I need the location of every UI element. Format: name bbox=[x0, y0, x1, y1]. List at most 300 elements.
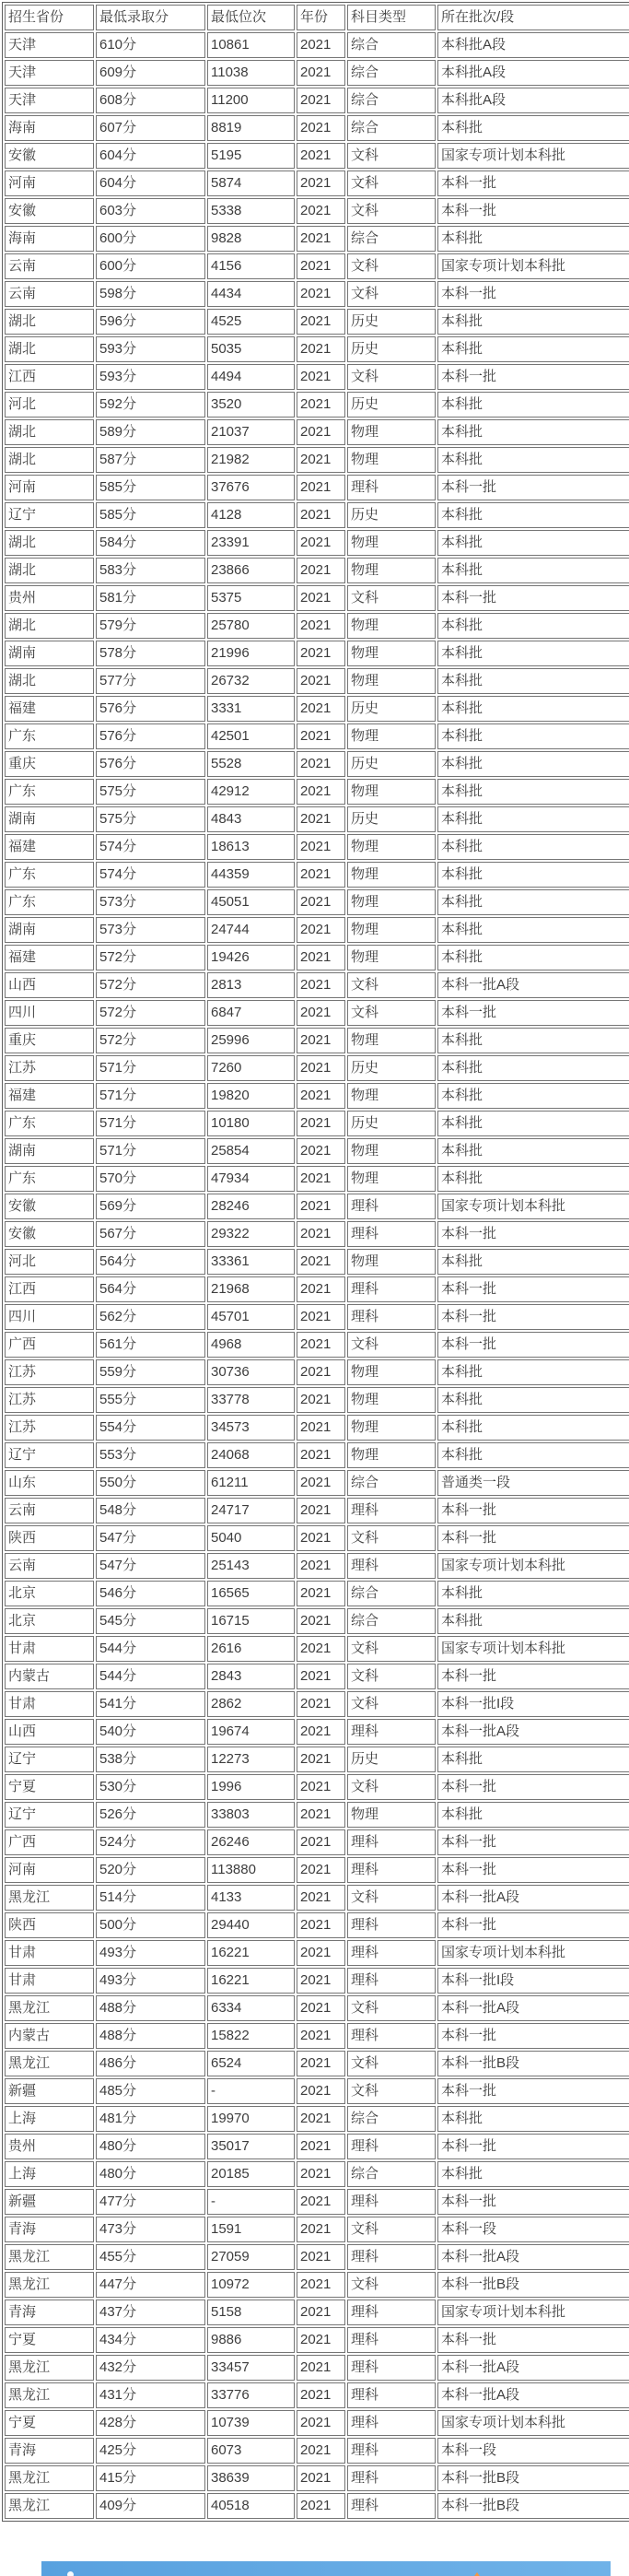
table-row bbox=[5, 1829, 629, 1855]
table-cell: 589分 bbox=[96, 419, 205, 445]
table-cell: 广东 bbox=[5, 723, 94, 749]
table-cell: 山西 bbox=[5, 972, 94, 998]
table-cell: 567分 bbox=[96, 1221, 205, 1247]
table-cell: 4968 bbox=[207, 1332, 295, 1358]
table-cell: 本科一段 bbox=[437, 2438, 629, 2464]
table-cell: 29322 bbox=[207, 1221, 295, 1247]
table-cell: 广西 bbox=[5, 1829, 94, 1855]
table-cell: 33361 bbox=[207, 1249, 295, 1275]
table-cell: 天津 bbox=[5, 88, 94, 113]
page bbox=[0, 2, 629, 2576]
table-cell: 477分 bbox=[96, 2189, 205, 2215]
table-cell: 2021 bbox=[297, 806, 345, 832]
table-cell: 530分 bbox=[96, 1774, 205, 1800]
table-row bbox=[5, 2217, 629, 2242]
table-row bbox=[5, 253, 629, 279]
table-cell: 重庆 bbox=[5, 1028, 94, 1053]
table-cell: 理科 bbox=[347, 475, 436, 500]
table-cell: 1996 bbox=[207, 1774, 295, 1800]
table-cell: 584分 bbox=[96, 530, 205, 556]
table-cell: 2021 bbox=[297, 1221, 345, 1247]
table-cell: 湖南 bbox=[5, 806, 94, 832]
table-cell: 2021 bbox=[297, 1304, 345, 1330]
table-cell: 贵州 bbox=[5, 2134, 94, 2159]
table-cell: 2813 bbox=[207, 972, 295, 998]
table-row bbox=[5, 1083, 629, 1109]
table-cell: 山西 bbox=[5, 1719, 94, 1745]
column-header: 招生省份 bbox=[5, 5, 94, 30]
table-cell: 2021 bbox=[297, 2382, 345, 2408]
table-row bbox=[5, 1470, 629, 1496]
table-cell: 12273 bbox=[207, 1747, 295, 1772]
table-cell: 本科批 bbox=[437, 1055, 629, 1081]
table-cell: 国家专项计划本科批 bbox=[437, 1194, 629, 1219]
table-cell: 理科 bbox=[347, 1498, 436, 1523]
table-row bbox=[5, 889, 629, 915]
table-cell: 564分 bbox=[96, 1249, 205, 1275]
table-cell: 2021 bbox=[297, 1719, 345, 1745]
table-cell: 592分 bbox=[96, 392, 205, 418]
table-cell: 4843 bbox=[207, 806, 295, 832]
table-row bbox=[5, 2438, 629, 2464]
table-row bbox=[5, 1415, 629, 1441]
table-cell: 21996 bbox=[207, 641, 295, 666]
table-cell: 黑龙江 bbox=[5, 2493, 94, 2519]
table-cell: 44359 bbox=[207, 862, 295, 888]
table-row bbox=[5, 613, 629, 639]
table-cell: 2021 bbox=[297, 862, 345, 888]
table-cell: 黑龙江 bbox=[5, 2465, 94, 2491]
table-cell: 国家专项计划本科批 bbox=[437, 253, 629, 279]
table-cell: 574分 bbox=[96, 862, 205, 888]
table-cell: 本科批 bbox=[437, 1608, 629, 1634]
table-cell: 综合 bbox=[347, 1608, 436, 1634]
table-cell: 37676 bbox=[207, 475, 295, 500]
table-cell: 8819 bbox=[207, 115, 295, 141]
table-cell: 江苏 bbox=[5, 1387, 94, 1413]
table-cell: 2021 bbox=[297, 1968, 345, 1994]
table-cell: 文科 bbox=[347, 2051, 436, 2076]
table-cell: 583分 bbox=[96, 558, 205, 583]
table-cell: 2021 bbox=[297, 115, 345, 141]
table-cell: 2021 bbox=[297, 2438, 345, 2464]
table-cell: 562分 bbox=[96, 1304, 205, 1330]
table-cell: 湖南 bbox=[5, 917, 94, 943]
table-cell: 2862 bbox=[207, 1691, 295, 1717]
table-cell: 2021 bbox=[297, 1138, 345, 1164]
table-cell: 2021 bbox=[297, 1802, 345, 1828]
table-cell: 541分 bbox=[96, 1691, 205, 1717]
table-cell: 2021 bbox=[297, 696, 345, 722]
table-cell: 物理 bbox=[347, 530, 436, 556]
table-cell: 2021 bbox=[297, 668, 345, 694]
table-cell: 547分 bbox=[96, 1553, 205, 1579]
table-cell: 云南 bbox=[5, 1498, 94, 1523]
table-cell: 2021 bbox=[297, 751, 345, 777]
table-cell: 2021 bbox=[297, 309, 345, 335]
table-cell: 604分 bbox=[96, 171, 205, 196]
table-cell: 2021 bbox=[297, 226, 345, 252]
table-cell: 544分 bbox=[96, 1636, 205, 1662]
table-row bbox=[5, 115, 629, 141]
table-cell: 3520 bbox=[207, 392, 295, 418]
table-row bbox=[5, 751, 629, 777]
table-cell: 2021 bbox=[297, 530, 345, 556]
table-cell: 2021 bbox=[297, 1166, 345, 1192]
table-row bbox=[5, 779, 629, 805]
table-row bbox=[5, 723, 629, 749]
table-cell: 2021 bbox=[297, 641, 345, 666]
table-cell: 综合 bbox=[347, 88, 436, 113]
table-cell: 4156 bbox=[207, 253, 295, 279]
table-cell: 19820 bbox=[207, 1083, 295, 1109]
table-cell: 432分 bbox=[96, 2355, 205, 2381]
table-cell: 42912 bbox=[207, 779, 295, 805]
table-cell: 10739 bbox=[207, 2410, 295, 2436]
table-cell: 485分 bbox=[96, 2078, 205, 2104]
banner-white-dot-icon bbox=[67, 2571, 74, 2576]
table-cell: 陕西 bbox=[5, 1525, 94, 1551]
table-cell: 国家专项计划本科批 bbox=[437, 143, 629, 169]
table-cell: 3331 bbox=[207, 696, 295, 722]
table-body bbox=[5, 32, 629, 2519]
table-cell: 574分 bbox=[96, 834, 205, 860]
table-cell: 物理 bbox=[347, 1415, 436, 1441]
table-cell: 2021 bbox=[297, 585, 345, 611]
table-cell: 409分 bbox=[96, 2493, 205, 2519]
table-cell: 7260 bbox=[207, 1055, 295, 1081]
table-cell: 573分 bbox=[96, 917, 205, 943]
table-cell: 2021 bbox=[297, 198, 345, 224]
table-cell: 2021 bbox=[297, 60, 345, 86]
table-cell: 11038 bbox=[207, 60, 295, 86]
table-row bbox=[5, 1138, 629, 1164]
table-cell: 6334 bbox=[207, 1995, 295, 2021]
table-cell: 28246 bbox=[207, 1194, 295, 1219]
table-cell: 546分 bbox=[96, 1581, 205, 1606]
table-cell: 550分 bbox=[96, 1470, 205, 1496]
table-cell: 587分 bbox=[96, 447, 205, 473]
table-cell: 云南 bbox=[5, 253, 94, 279]
table-cell: 61211 bbox=[207, 1470, 295, 1496]
table-cell: 文科 bbox=[347, 143, 436, 169]
table-cell: 19426 bbox=[207, 945, 295, 970]
table-row bbox=[5, 806, 629, 832]
table-cell: 4128 bbox=[207, 502, 295, 528]
table-cell: 文科 bbox=[347, 972, 436, 998]
table-cell: 2021 bbox=[297, 917, 345, 943]
table-cell: 物理 bbox=[347, 1387, 436, 1413]
table-cell: 526分 bbox=[96, 1802, 205, 1828]
table-cell: 本科一批B段 bbox=[437, 2493, 629, 2519]
table-cell: 本科批 bbox=[437, 779, 629, 805]
table-cell: 理科 bbox=[347, 1221, 436, 1247]
table-cell: 物理 bbox=[347, 1442, 436, 1468]
table-cell: 江苏 bbox=[5, 1359, 94, 1385]
table-cell: 2021 bbox=[297, 2493, 345, 2519]
table-cell: 历史 bbox=[347, 309, 436, 335]
table-cell: 物理 bbox=[347, 723, 436, 749]
table-cell: 河北 bbox=[5, 392, 94, 418]
table-cell: 2021 bbox=[297, 2051, 345, 2076]
table-cell: 物理 bbox=[347, 1249, 436, 1275]
table-cell: 物理 bbox=[347, 1359, 436, 1385]
table-row bbox=[5, 1387, 629, 1413]
table-cell: 陕西 bbox=[5, 1912, 94, 1938]
table-cell: 2021 bbox=[297, 1470, 345, 1496]
table-cell: 2843 bbox=[207, 1664, 295, 1689]
table-cell: 青海 bbox=[5, 2300, 94, 2325]
table-cell: 24717 bbox=[207, 1498, 295, 1523]
table-row bbox=[5, 1747, 629, 1772]
table-cell: 国家专项计划本科批 bbox=[437, 1636, 629, 1662]
table-cell: 黑龙江 bbox=[5, 2244, 94, 2270]
table-cell: 物理 bbox=[347, 668, 436, 694]
table-cell: 600分 bbox=[96, 226, 205, 252]
table-cell: 2021 bbox=[297, 447, 345, 473]
table-row bbox=[5, 1498, 629, 1523]
table-cell: 物理 bbox=[347, 447, 436, 473]
table-cell: 本科批 bbox=[437, 447, 629, 473]
table-cell: 5528 bbox=[207, 751, 295, 777]
table-cell: 甘肃 bbox=[5, 1691, 94, 1717]
table-cell: 本科一批 bbox=[437, 1000, 629, 1026]
table-cell: 2021 bbox=[297, 834, 345, 860]
table-cell: 5375 bbox=[207, 585, 295, 611]
table-cell: 文科 bbox=[347, 1774, 436, 1800]
table-cell: 本科批 bbox=[437, 862, 629, 888]
table-cell: 447分 bbox=[96, 2272, 205, 2298]
table-cell: 广东 bbox=[5, 779, 94, 805]
table-row bbox=[5, 641, 629, 666]
table-cell: 本科批 bbox=[437, 2106, 629, 2132]
table-cell: 云南 bbox=[5, 1553, 94, 1579]
table-cell: 青海 bbox=[5, 2438, 94, 2464]
table-cell: 2021 bbox=[297, 1691, 345, 1717]
table-cell: 广西 bbox=[5, 1332, 94, 1358]
table-cell: 广东 bbox=[5, 862, 94, 888]
table-cell: 16565 bbox=[207, 1581, 295, 1606]
table-cell: 本科一批 bbox=[437, 364, 629, 390]
table-cell: 物理 bbox=[347, 779, 436, 805]
table-cell: 16715 bbox=[207, 1608, 295, 1634]
table-cell: 本科一批B段 bbox=[437, 2272, 629, 2298]
table-cell: 本科一批 bbox=[437, 1857, 629, 1883]
table-cell: 甘肃 bbox=[5, 1968, 94, 1994]
table-cell: 物理 bbox=[347, 1028, 436, 1053]
table-cell: 6524 bbox=[207, 2051, 295, 2076]
table-cell: 480分 bbox=[96, 2134, 205, 2159]
table-row bbox=[5, 1111, 629, 1136]
table-cell: 山东 bbox=[5, 1470, 94, 1496]
table-cell: 21037 bbox=[207, 419, 295, 445]
table-cell: 文科 bbox=[347, 585, 436, 611]
table-cell: 广东 bbox=[5, 889, 94, 915]
table-cell: 海南 bbox=[5, 226, 94, 252]
table-cell: 天津 bbox=[5, 32, 94, 58]
table-cell: 本科批 bbox=[437, 668, 629, 694]
table-cell: 6073 bbox=[207, 2438, 295, 2464]
table-cell: 596分 bbox=[96, 309, 205, 335]
table-cell: 2021 bbox=[297, 364, 345, 390]
table-cell: 540分 bbox=[96, 1719, 205, 1745]
table-cell: 文科 bbox=[347, 198, 436, 224]
table-cell: 本科一批 bbox=[437, 1774, 629, 1800]
table-cell: 综合 bbox=[347, 2106, 436, 2132]
table-cell: 历史 bbox=[347, 1055, 436, 1081]
table-cell: 本科批 bbox=[437, 530, 629, 556]
table-cell: 历史 bbox=[347, 751, 436, 777]
table-cell: 综合 bbox=[347, 1470, 436, 1496]
table-cell: 国家专项计划本科批 bbox=[437, 1940, 629, 1966]
table-cell: 理科 bbox=[347, 2300, 436, 2325]
table-cell: 575分 bbox=[96, 806, 205, 832]
table-cell: 北京 bbox=[5, 1608, 94, 1634]
table-cell: 物理 bbox=[347, 558, 436, 583]
table-cell: 15822 bbox=[207, 2023, 295, 2049]
table-cell: 本科批 bbox=[437, 502, 629, 528]
table-cell: 571分 bbox=[96, 1138, 205, 1164]
table-cell: 安徽 bbox=[5, 143, 94, 169]
table-cell: 理科 bbox=[347, 2410, 436, 2436]
table-cell: 2021 bbox=[297, 171, 345, 196]
table-cell: 415分 bbox=[96, 2465, 205, 2491]
table-cell: 本科一批 bbox=[437, 2023, 629, 2049]
table-cell: 理科 bbox=[347, 1276, 436, 1302]
table-row bbox=[5, 2189, 629, 2215]
table-cell: 本科一批 bbox=[437, 1829, 629, 1855]
table-cell: 本科一批A段 bbox=[437, 1995, 629, 2021]
table-cell: 2021 bbox=[297, 1774, 345, 1800]
table-row bbox=[5, 1719, 629, 1745]
bottom-banner[interactable] bbox=[41, 2561, 611, 2576]
table-cell: 2021 bbox=[297, 1940, 345, 1966]
table-row bbox=[5, 2355, 629, 2381]
table-cell: 湖北 bbox=[5, 558, 94, 583]
column-header: 所在批次/段 bbox=[437, 5, 629, 30]
table-cell: 604分 bbox=[96, 143, 205, 169]
table-cell: 物理 bbox=[347, 862, 436, 888]
table-cell: 5040 bbox=[207, 1525, 295, 1551]
table-row bbox=[5, 2134, 629, 2159]
table-cell: 577分 bbox=[96, 668, 205, 694]
table-cell: 本科批 bbox=[437, 1166, 629, 1192]
table-cell: 35017 bbox=[207, 2134, 295, 2159]
table-row bbox=[5, 1221, 629, 1247]
table-cell: 2021 bbox=[297, 1028, 345, 1053]
table-row bbox=[5, 336, 629, 362]
table-cell: 本科批 bbox=[437, 558, 629, 583]
table-row bbox=[5, 2023, 629, 2049]
table-cell: 538分 bbox=[96, 1747, 205, 1772]
table-row bbox=[5, 1802, 629, 1828]
table-cell: 理科 bbox=[347, 2134, 436, 2159]
table-cell: 上海 bbox=[5, 2106, 94, 2132]
table-cell: 2021 bbox=[297, 2300, 345, 2325]
table-cell: 理科 bbox=[347, 2244, 436, 2270]
table-cell: 福建 bbox=[5, 945, 94, 970]
table-cell: 北京 bbox=[5, 1581, 94, 1606]
table-cell: 海南 bbox=[5, 115, 94, 141]
table-cell: 文科 bbox=[347, 1000, 436, 1026]
table-cell: 571分 bbox=[96, 1083, 205, 1109]
table-cell: 江苏 bbox=[5, 1415, 94, 1441]
table-cell: 2021 bbox=[297, 1857, 345, 1883]
table-cell: 湖北 bbox=[5, 447, 94, 473]
table-row bbox=[5, 1055, 629, 1081]
table-cell: 425分 bbox=[96, 2438, 205, 2464]
table-row bbox=[5, 1774, 629, 1800]
table-cell: 本科批A段 bbox=[437, 32, 629, 58]
table-cell: 物理 bbox=[347, 419, 436, 445]
table-row bbox=[5, 2327, 629, 2353]
table-row bbox=[5, 862, 629, 888]
table-cell: 2021 bbox=[297, 143, 345, 169]
table-cell: 本科一批 bbox=[437, 198, 629, 224]
table-cell: 综合 bbox=[347, 1581, 436, 1606]
table-cell: 431分 bbox=[96, 2382, 205, 2408]
table-cell: 文科 bbox=[347, 364, 436, 390]
table-row bbox=[5, 1664, 629, 1689]
table-cell: 493分 bbox=[96, 1968, 205, 1994]
table-cell: - bbox=[207, 2189, 295, 2215]
table-cell: 593分 bbox=[96, 364, 205, 390]
table-cell: 2021 bbox=[297, 1194, 345, 1219]
table-cell: 本科一批 bbox=[437, 2189, 629, 2215]
table-cell: 湖北 bbox=[5, 530, 94, 556]
table-cell: 10972 bbox=[207, 2272, 295, 2298]
table-cell: 33778 bbox=[207, 1387, 295, 1413]
table-cell: 综合 bbox=[347, 115, 436, 141]
table-row bbox=[5, 834, 629, 860]
table-cell: 524分 bbox=[96, 1829, 205, 1855]
table-cell: 安徽 bbox=[5, 1194, 94, 1219]
table-cell: 青海 bbox=[5, 2217, 94, 2242]
table-row bbox=[5, 1249, 629, 1275]
table-cell: 文科 bbox=[347, 2272, 436, 2298]
table-cell: 2021 bbox=[297, 2023, 345, 2049]
table-cell: 四川 bbox=[5, 1304, 94, 1330]
table-cell: 572分 bbox=[96, 972, 205, 998]
table-cell: 本科一批A段 bbox=[437, 1719, 629, 1745]
table-cell: 本科一批 bbox=[437, 2078, 629, 2104]
table-cell: 2021 bbox=[297, 1083, 345, 1109]
table-cell: 2021 bbox=[297, 1636, 345, 1662]
table-cell: - bbox=[207, 2078, 295, 2104]
table-row bbox=[5, 2382, 629, 2408]
table-cell: 2021 bbox=[297, 2078, 345, 2104]
table-cell: 黑龙江 bbox=[5, 2051, 94, 2076]
table-cell: 本科一批 bbox=[437, 1332, 629, 1358]
table-cell: 理科 bbox=[347, 1719, 436, 1745]
table-cell: 473分 bbox=[96, 2217, 205, 2242]
table-cell: 物理 bbox=[347, 917, 436, 943]
table-cell: 辽宁 bbox=[5, 502, 94, 528]
table-cell: 571分 bbox=[96, 1055, 205, 1081]
table-row bbox=[5, 1691, 629, 1717]
table-cell: 理科 bbox=[347, 2327, 436, 2353]
table-cell: 16221 bbox=[207, 1968, 295, 1994]
table-cell: 甘肃 bbox=[5, 1636, 94, 1662]
table-cell: 600分 bbox=[96, 253, 205, 279]
table-row bbox=[5, 1276, 629, 1302]
table-cell: 609分 bbox=[96, 60, 205, 86]
table-cell: 本科一批 bbox=[437, 585, 629, 611]
table-cell: 2021 bbox=[297, 1387, 345, 1413]
table-cell: 物理 bbox=[347, 1138, 436, 1164]
table-row bbox=[5, 88, 629, 113]
table-cell: 本科批A段 bbox=[437, 60, 629, 86]
